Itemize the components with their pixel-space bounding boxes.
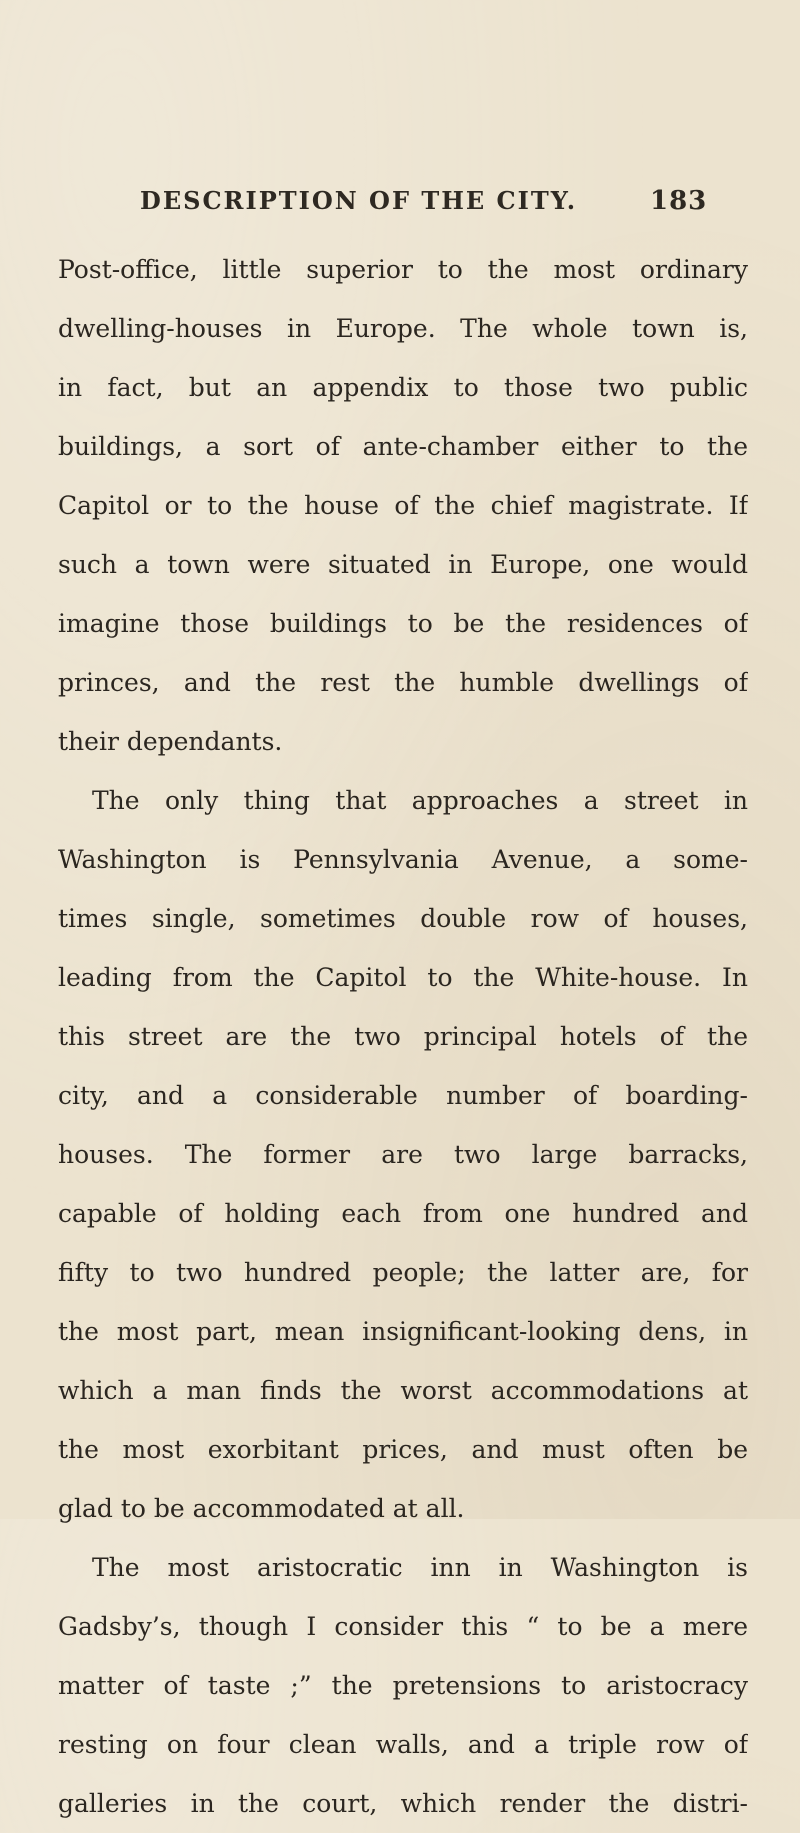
running-head <box>140 186 708 226</box>
text-line: dwelling-houses in Europe. The whole town is, <box>58 314 748 343</box>
text-line: imagine those buildings to be the residences of <box>58 609 748 638</box>
text-line: galleries in the court, which render the distri- <box>58 1789 748 1818</box>
text-line: this street are the two principal hotels of the <box>58 1022 748 1051</box>
text-line: which a man finds the worst accommodations at <box>58 1376 748 1405</box>
text-line: the most part, mean insignificant-looking dens, in <box>58 1317 748 1346</box>
paragraph-1 <box>58 240 748 771</box>
text-line: matter of taste ;” the pretensions to aristocracy <box>58 1671 748 1700</box>
text-line: The only thing that approaches a street in <box>92 786 748 815</box>
text-line: city, and a considerable number of boarding- <box>58 1081 748 1110</box>
text-line: glad to be accommodated at all. <box>58 1494 465 1523</box>
text-line: in fact, but an appendix to those two public <box>58 373 748 402</box>
text-line: Capitol or to the house of the chief magistrate. If <box>58 491 748 520</box>
text-line: such a town were situated in Europe, one would <box>58 550 748 579</box>
running-title: DESCRIPTION OF THE CITY. <box>140 186 578 215</box>
paragraph-3 <box>58 1538 748 1833</box>
text-line: houses. The former are two large barracks, <box>58 1140 748 1169</box>
text-line: fifty to two hundred people; the latter are, for <box>58 1258 748 1287</box>
text-line: Gadsby’s, though I consider this “ to be a mere <box>58 1612 748 1641</box>
page-number: 183 <box>650 186 708 216</box>
text-line: resting on four clean walls, and a triple row of <box>58 1730 748 1759</box>
text-line: Post-office, little superior to the most ordinary <box>58 255 748 284</box>
text-line: The most aristocratic inn in Washington is <box>92 1553 748 1582</box>
paragraph-2 <box>58 771 748 1538</box>
body-text <box>58 240 748 1833</box>
text-line: capable of holding each from one hundred and <box>58 1199 748 1228</box>
text-line: their dependants. <box>58 727 283 756</box>
text-line: times single, sometimes double row of houses, <box>58 904 748 933</box>
text-line: princes, and the rest the humble dwellings of <box>58 668 748 697</box>
text-line: leading from the Capitol to the White-house. In <box>58 963 748 992</box>
text-line: the most exorbitant prices, and must often be <box>58 1435 748 1464</box>
text-line: buildings, a sort of ante-chamber either to the <box>58 432 748 461</box>
text-line: Washington is Pennsylvania Avenue, a some- <box>58 845 748 874</box>
